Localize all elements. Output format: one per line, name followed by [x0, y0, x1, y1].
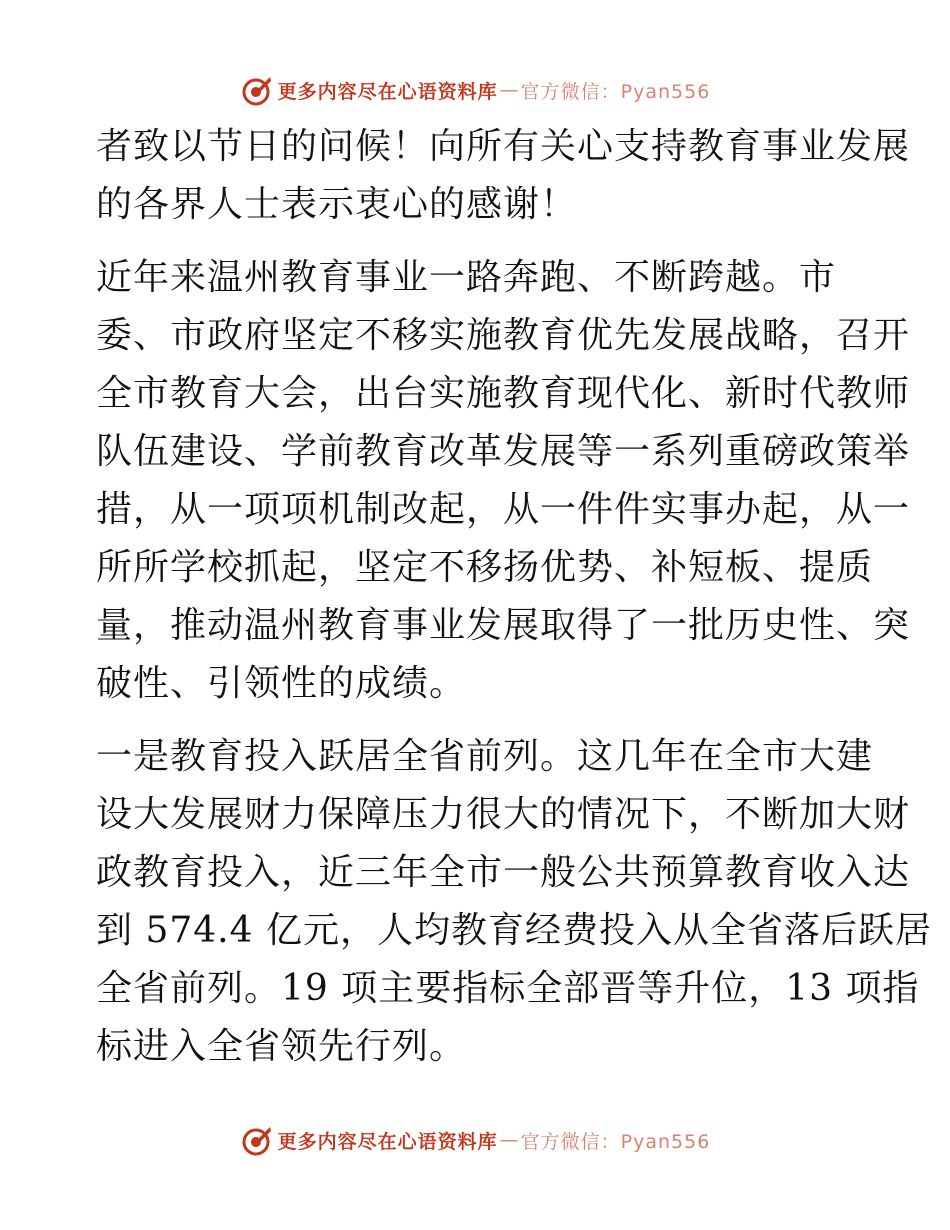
text-line: 量，推动温州教育事业发展取得了一批历史性、突	[96, 605, 911, 646]
text-line: 的各界人士表示衷心的感谢！	[96, 184, 578, 225]
text-line: 破性、引领性的成绩。	[96, 663, 467, 704]
paragraph-1	[96, 118, 911, 234]
paragraph-3	[96, 728, 932, 1076]
document-body	[96, 118, 932, 1076]
text-line: 队伍建设、学前教育改革发展等一系列重磅政策举	[96, 431, 911, 472]
banner-separator: —	[499, 1129, 519, 1151]
text-line: 设大发展财力保障压力很大的情况下，不断加大财	[96, 794, 911, 835]
banner-separator: —	[499, 79, 519, 101]
text-line: 一是教育投入跃居全省前列。这几年在全市大建	[96, 736, 874, 777]
text-line: 到 574.4 亿元，人均教育经费投入从全省落后跃居	[96, 910, 932, 951]
quill-logo-icon	[240, 1123, 274, 1157]
banner-sub-text: 官方微信：Pyan556	[520, 1130, 711, 1153]
text-line: 者致以节日的问候！向所有关心支持教育事业发展	[96, 126, 911, 167]
text-line: 近年来温州教育事业一路奔跑、不断跨越。市	[96, 257, 837, 298]
paragraph-2	[96, 249, 911, 713]
text-line: 全省前列。19 项主要指标全部晋等升位，13 项指	[96, 968, 920, 1009]
text-line: 全市教育大会，出台实施教育现代化、新时代教师	[96, 373, 911, 414]
text-line: 委、市政府坚定不移实施教育优先发展战略，召开	[96, 315, 911, 356]
text-line: 政教育投入，近三年全市一般公共预算教育收入达	[96, 852, 911, 893]
header-banner	[0, 70, 950, 110]
footer-banner	[0, 1120, 950, 1160]
text-line: 所所学校抓起，坚定不移扬优势、补短板、提质	[96, 547, 874, 588]
banner-sub-text: 官方微信：Pyan556	[520, 80, 711, 103]
text-line: 标进入全省领先行列。	[96, 1026, 467, 1067]
banner-main-text: 更多内容尽在心语资料库	[277, 80, 498, 103]
banner-main-text: 更多内容尽在心语资料库	[277, 1130, 498, 1153]
quill-logo-icon	[240, 73, 274, 107]
text-line: 措，从一项项机制改起，从一件件实事办起，从一	[96, 489, 911, 530]
